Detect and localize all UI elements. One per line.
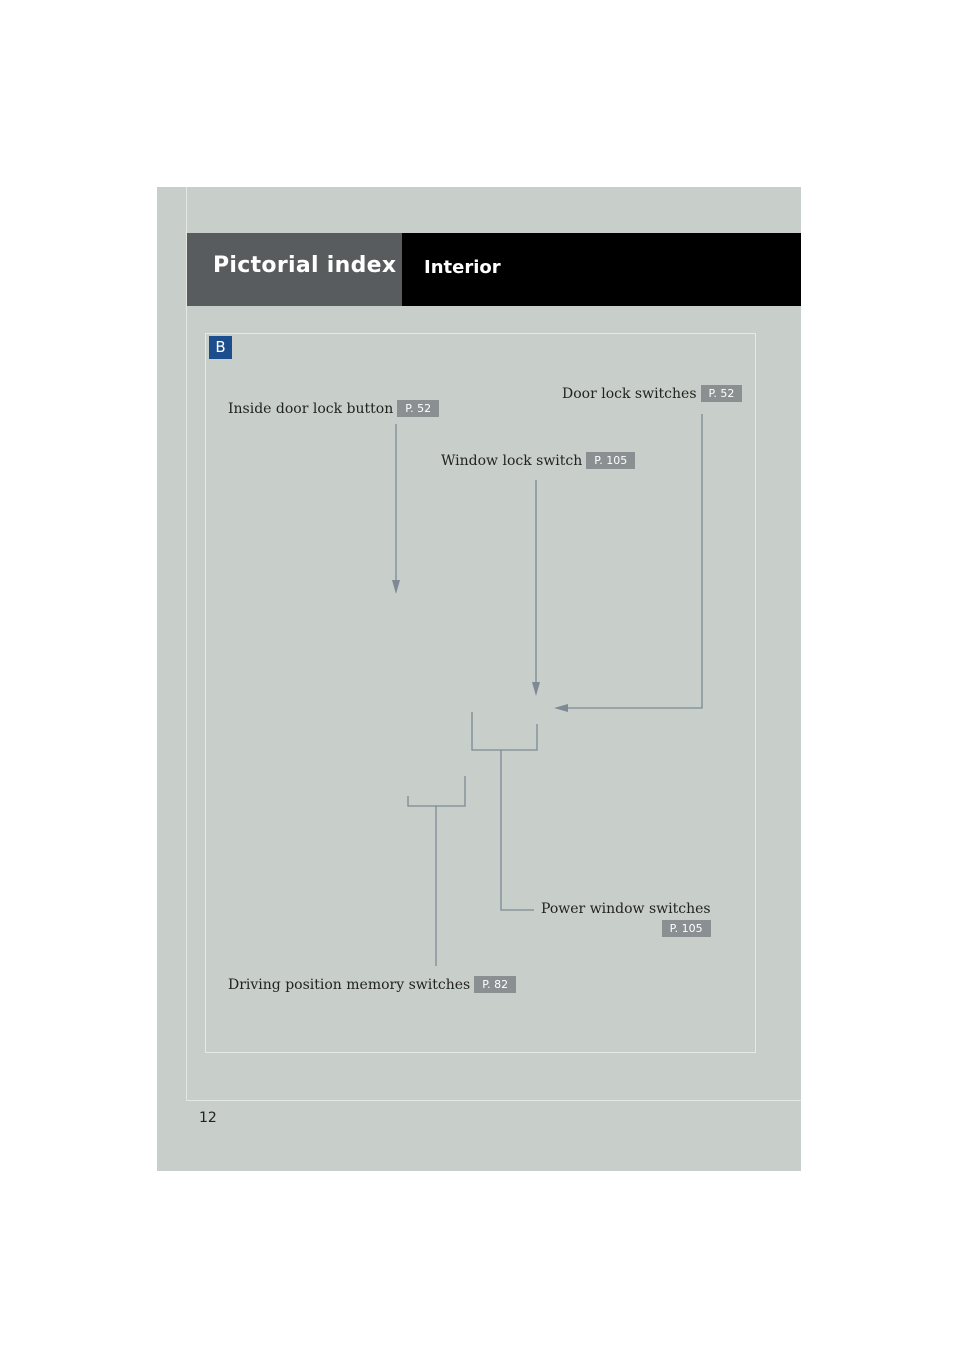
bracket-power-window — [472, 712, 537, 750]
callout-driving-position-memory — [228, 976, 516, 993]
section-title: Pictorial index — [213, 253, 397, 278]
page-ref-tag[interactable]: P. 82 — [474, 976, 516, 993]
callout-door-lock-switches — [562, 385, 742, 402]
arrow-door-lock-switches — [554, 704, 568, 712]
callout-label: Window lock switch — [441, 452, 583, 469]
leader-power-window — [501, 750, 534, 910]
callout-inside-door-lock — [228, 400, 439, 417]
page-ref-tag[interactable]: P. 105 — [662, 920, 711, 937]
callout-window-lock-switch — [441, 452, 635, 469]
page-ref-tag[interactable]: P. 105 — [586, 452, 635, 469]
page-number: 12 — [199, 1110, 217, 1126]
arrow-window-lock — [532, 682, 540, 696]
page-ref-tag[interactable]: P. 52 — [397, 400, 439, 417]
callout-label: Driving position memory switches — [228, 976, 471, 993]
bracket-memory — [408, 776, 465, 806]
page-ref-tag[interactable]: P. 52 — [701, 385, 743, 402]
subsection-title: Interior — [424, 257, 501, 278]
arrow-inside-door-lock — [392, 580, 400, 594]
callout-power-window-switches — [541, 901, 711, 937]
callout-label: Power window switches — [541, 901, 711, 917]
callout-label: Inside door lock button — [228, 400, 394, 417]
callout-label: Door lock switches — [562, 385, 697, 402]
figure-badge: B — [209, 336, 232, 359]
